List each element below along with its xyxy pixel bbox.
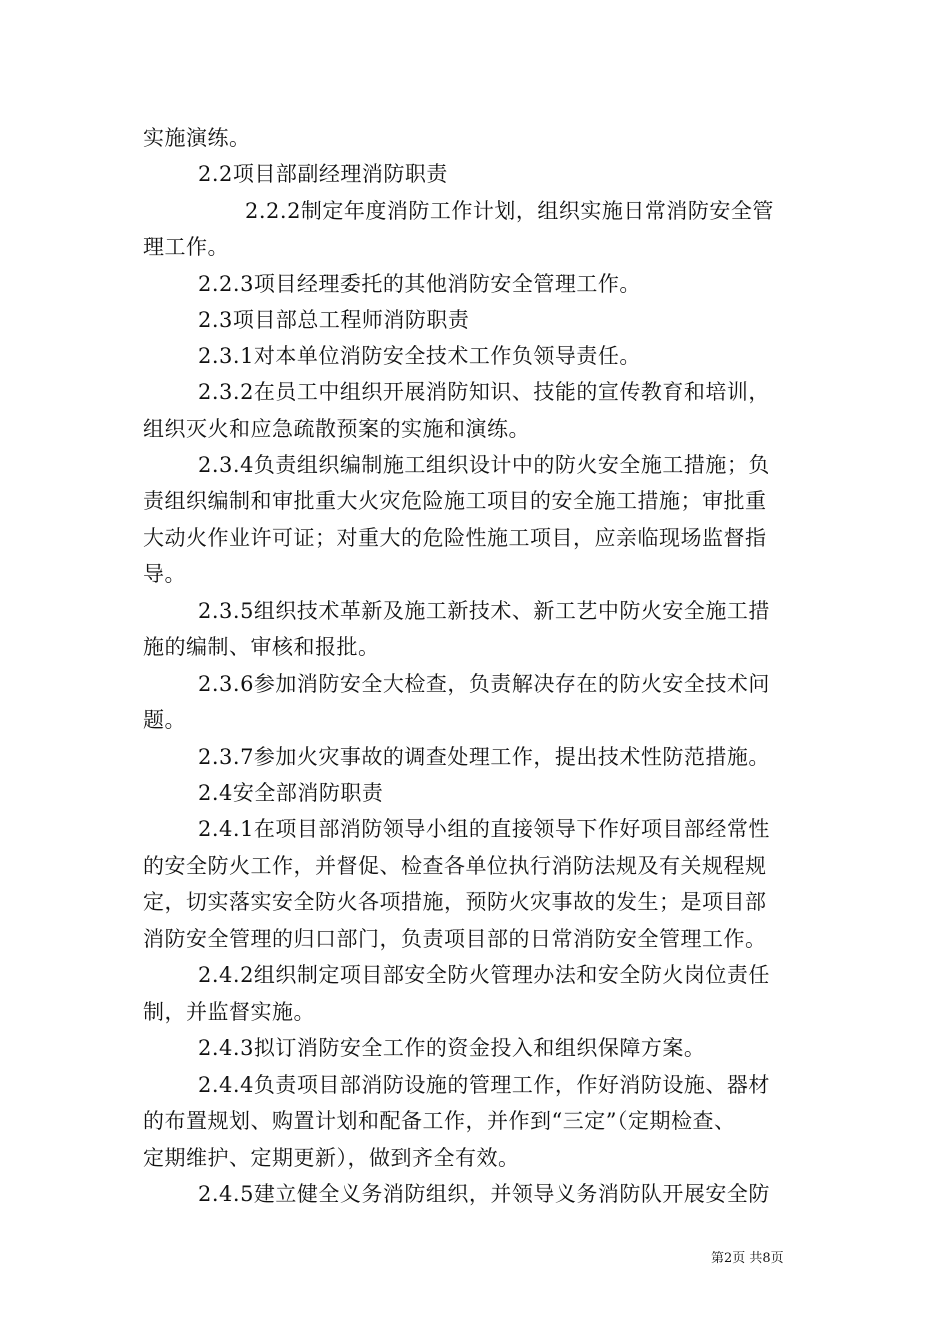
- text-line: 2.3.7参加火灾事故的调查处理工作，提出技术性防范措施。: [198, 745, 770, 769]
- text-line: 2.3.4负责组织编制施工组织设计中的防火安全施工措施；负: [198, 453, 770, 477]
- text-line: 2.4.4负责项目部消防设施的管理工作，作好消防设施、器材: [198, 1073, 770, 1097]
- text-line: 施的编制、审核和报批。: [143, 635, 380, 659]
- text-line: 2.4.2组织制定项目部安全防火管理办法和安全防火岗位责任: [198, 963, 770, 987]
- text-line: 实施演练。: [143, 126, 251, 150]
- text-line: 2.4.5建立健全义务消防组织，并领导义务消防队开展安全防: [198, 1182, 770, 1206]
- text-line: 制，并监督实施。: [143, 1000, 315, 1024]
- text-line: 题。: [143, 708, 186, 732]
- text-line: 导。: [143, 562, 186, 586]
- page-number: 第2页 共8页: [711, 1251, 784, 1266]
- text-line: 2.4.3拟订消防安全工作的资金投入和组织保障方案。: [198, 1036, 706, 1060]
- text-line: 定，切实落实安全防火各项措施，预防火灾事故的发生；是项目部: [143, 890, 767, 914]
- text-line: 消防安全管理的归口部门，负责项目部的日常消防安全管理工作。: [143, 927, 767, 951]
- text-line: 2.4.1在项目部消防领导小组的直接领导下作好项目部经常性: [198, 817, 770, 841]
- section-heading: 2.2项目部副经理消防职责: [198, 162, 448, 186]
- text-line: 大动火作业许可证；对重大的危险性施工项目，应亲临现场监督指: [143, 526, 767, 550]
- text-line: 责组织编制和审批重大火灾危险施工项目的安全施工措施；审批重: [143, 489, 767, 513]
- text-line: 组织灭火和应急疏散预案的实施和演练。: [143, 417, 530, 441]
- text-line: 理工作。: [143, 235, 229, 259]
- text-line: 2.3.5组织技术革新及施工新技术、新工艺中防火安全施工措: [198, 599, 770, 623]
- text-line: 2.2.2制定年度消防工作计划，组织实施日常消防安全管: [245, 199, 774, 223]
- text-line: 定期维护、定期更新），做到齐全有效。: [143, 1146, 520, 1170]
- text-line: 2.2.3项目经理委托的其他消防安全管理工作。: [198, 272, 641, 296]
- text-line: 的安全防火工作，并督促、检查各单位执行消防法规及有关规程规: [143, 854, 767, 878]
- section-heading: 2.3项目部总工程师消防职责: [198, 308, 470, 332]
- text-line: 2.3.1对本单位消防安全技术工作负领导责任。: [198, 344, 641, 368]
- text-line: 2.3.2在员工中组织开展消防知识、技能的宣传教育和培训，: [198, 380, 770, 404]
- text-line: 的布置规划、购置计划和配备工作，并作到“三定”（定期检查、: [143, 1109, 736, 1133]
- text-line: 2.3.6参加消防安全大检查，负责解决存在的防火安全技术问: [198, 672, 770, 696]
- section-heading: 2.4安全部消防职责: [198, 781, 384, 805]
